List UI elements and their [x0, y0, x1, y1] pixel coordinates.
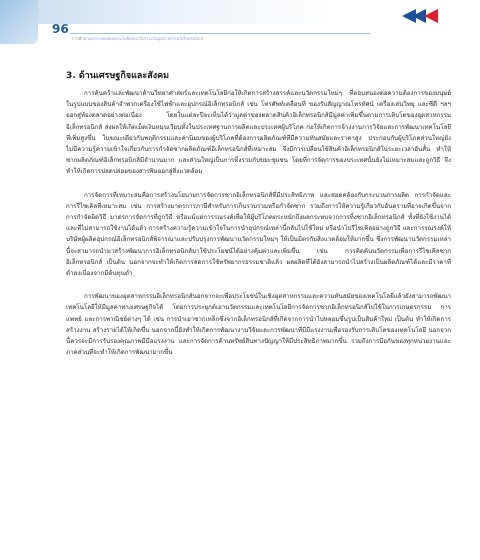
section-heading: 3. ด้านเศรษฐกิจและสังคม [66, 71, 170, 81]
header-caption: การศึกษาผลกระทบต่อเทคโนโลยีและนวัตกรรมในอุตสาหกรรมอิเล็กทรอนิกส์ [72, 36, 203, 41]
page-number: 96 [52, 22, 69, 36]
header-corner-decoration [0, 0, 38, 44]
paragraph-1: การค้นคว้าและพัฒนาด้านวิทยาศาสตร์และเทคโนโลยีก่อให้เกิดการสร้างสรรค์และนวัตกรรมใหม่ๆ ที่ตอบสนองต่อความต้องการของมนุษย์ ในรูปแบบของสินค้าจำพวกเครื่องใช้ไฟฟ้าและอุปกรณ์อิเล็กทรอนิกส์ เช่น โทรศัพท์เคลื่อนที่ ของรับสัญญาณโทรทัศน์ เครื่องเล่นวิทยุ และซีดี ฯลฯ ออกสู่ท้องตลาดอย่างต่อเนื่อง โดยในแต่ละปีจะเห็นได้ว่ามูลค่าของตลาดสินค้าอิเล็กทรอนิกส์มีมูลค่าเพิ่มขึ้นตามการเติบโตของอุตสาหกรรมอิเล็กทรอนิกส์ ส่งผลให้เกิดเม็ดเงินหมุนเวียนทั้งในประเทศฐานการผลิตและประเทศผู้บริโภค ก่อให้เกิดการจ้างงานการวิจัยและการพัฒนาเทคโนโลยีที่เพิ่มสูงขึ้น ในขณะเดียวกันพฤติกรรมและค่านิยมของผู้บริโภคที่ต้องการผลิตภัณฑ์ที่มีความทันสมัยและราคาสูง ประกอบกับผู้บริโภคส่วนใหญ่ยังไม่มีความรู้ความเข้าใจเกี่ยวกับการกำจัดซากผลิตภัณฑ์อิเล็กทรอนิกส์ที่เหมาะสม จึงมีการเปลี่ยนใช้สินค้าอิเล็กทรอนิกส์ในระยะเวลาอันสั้น ทำให้ซากผลิตภัณฑ์อิเล็กทรอนิกส์มีจำนวนมาก และส่วนใหญ่เป็นการทิ้งรวมกับขยะชุมชน โดยที่การจัดการของประเทศนั้นยังไม่เหมาะสมและถูกวิธี จึงทำให้เกิดการปลดปล่อยของสารพิษออกสู่สิ่งแวดล้อม [66, 90, 451, 176]
page-header [0, 0, 480, 46]
flag-logo-icon [398, 6, 458, 26]
document-body [66, 68, 451, 358]
paragraph-2: การจัดการที่เหมาะสมคือการสร้างนโยบายการจัดการซากอิเล็กทรอนิกส์ที่มีประสิทธิภาพ และสอดคล้องกับกระบวนการผลิต การกำจัดและการรีไซเคิลที่เหมาะสม เช่น การสร้างมาตรการภาษีสำหรับการเก็บรวบรวมหรือกำจัดซาก รวมถึงการให้ความรู้เกี่ยวกับอันตรายที่อาจเกิดขึ้นจากการกำจัดผิดวิธี มาตรการจัดการที่ถูกวิธี หรือแม้แต่การรณรงค์เพื่อให้ผู้บริโภคตระหนักถึงผลกระทบจากการทิ้งซากอิเล็กทรอนิกส์ ทั้งที่ยังใช้งานได้และที่ไม่สามารถใช้งานได้แล้ว การสร้างความรู้ความเข้าใจในการนำอุปกรณ์เหล่านี้กลับไปใช้ใหม่ หรือนำไปรีไซเคิลอย่างถูกวิธี และการรณรงค์ให้บริษัทผู้ผลิตอุปกรณ์อิเล็กทรอนิกส์พิจารณาและปรับปรุงการพัฒนานวัตกรรมใหม่ๆ ให้เป็นมิตรกับสิ่งแวดล้อมให้มากขึ้น ซึ่งการพัฒนานวัตกรรมเหล่านี้จะสามารถนำมาสร้างพัฒนาการอิเล็กทรอนิกส์มาใช้ประโยชน์ได้อย่างคุ้มค่าและเพิ่มขึ้น เช่น การคิดค้นนวัตกรรมเพื่อการรีไซเคิลซากอิเล็กทรอนิกส์ เป็นต้น นอกจากจะทำให้เกิดการลดการใช้ทรัพยากรธรรมชาติแล้ว ผลผลิตที่ได้ยังสามารถนำไปสร้างเป็นผลิตภัณฑ์ได้และมีราคาที่ต่ำลงเนื่องจากมีต้นทุนต่ำ [66, 191, 451, 278]
paragraph-3: การพัฒนาของอุตสาหกรรมอิเล็กทรอนิกส์นอกจากจะเพื่อประโยชน์ในเชิงอุตสาหกรรมและความทันสมัยของเทคโนโลยีแล้วยังสามารถพัฒนาเทคโนโลยีให้มีมูลค่าทางเศรษฐกิจได้ โดยการประยุกต์เอานวัตกรรมและเทคโนโลยีการจัดการซากอิเล็กทรอนิกส์ไปใช้ในการเกษตรกรรม การแพทย์ และการพาณิชย์ต่างๆ ได้ เช่น การนำเอาซากเหล็กซึ่งจากอิเล็กทรอนิกส์ที่เกิดจากการนำไปหลอมขึ้นรูปเป็นสินค้าใหม่ เป็นต้น ทำให้เกิดการสร้างงาน สร้างรายได้ให้เกิดขึ้น นอกจากนี้ยังทำให้เกิดการพัฒนางานวิจัยและการพัฒนาที่มีมีแรงงานเพื่อรองรับการเติบโตของเทคโนโลยี นอกจากนี้ควรจะมีการรับรองคุณภาพมีมือแรงงาน และการจัดการด้านทรัพย์สินทางปัญญาให้มีประสิทธิภาพมากขึ้น รวมถึงการมีอกันของทุกหน่วยงานและภาคส่วนที่จะทำให้เกิดการพัฒนามากขึ้น [66, 293, 451, 357]
header-rule [70, 33, 370, 34]
